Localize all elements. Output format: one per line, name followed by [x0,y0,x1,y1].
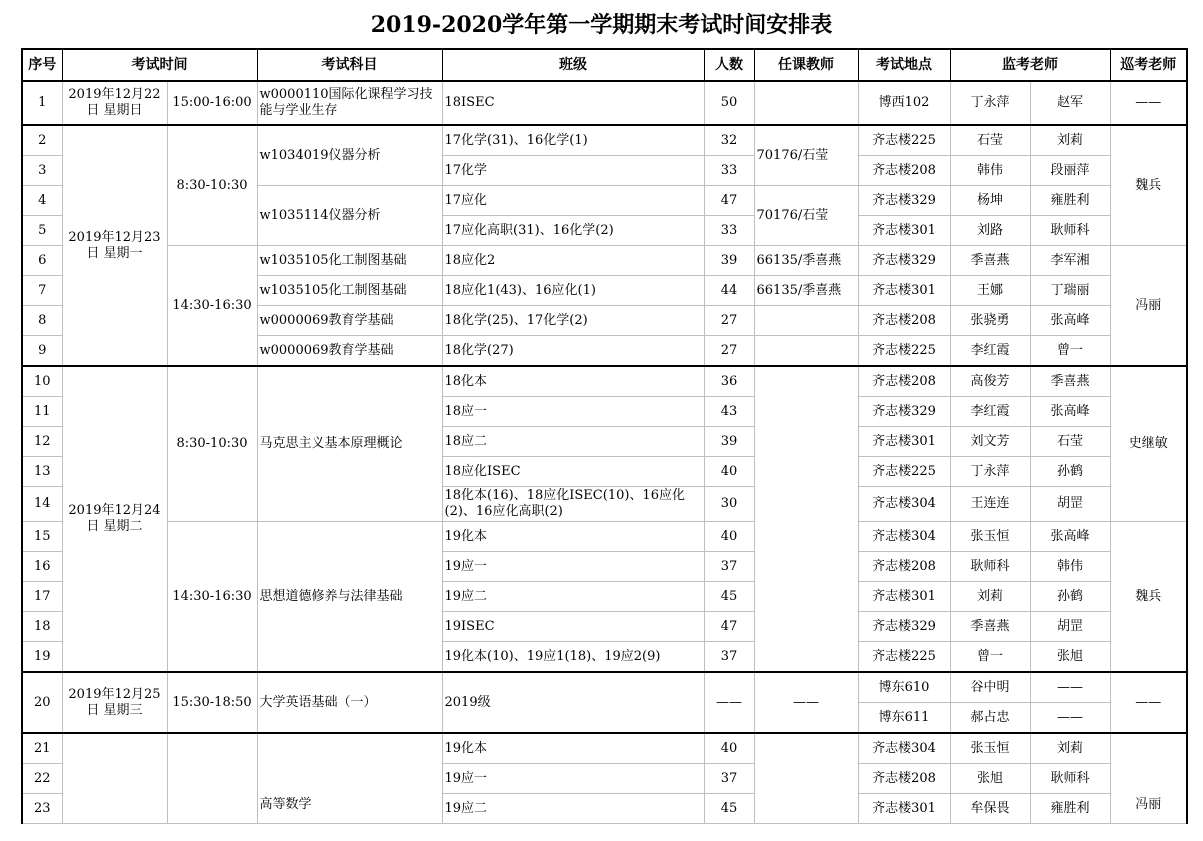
cell-place: 齐志楼208 [858,366,950,397]
cell-count: 33 [704,216,754,246]
cell-count: 45 [704,582,754,612]
cell-subject: w1034019仪器分析 [257,125,442,186]
cell-invigilator-2: 刘莉 [1030,733,1110,764]
cell-invigilator-2: 耿师科 [1030,764,1110,794]
cell-count: 37 [704,642,754,673]
cell-invigilator-1: 杨坤 [950,186,1030,216]
cell-place: 齐志楼301 [858,427,950,457]
cell-subject: w1035114仪器分析 [257,186,442,246]
cell-class: 2019级 [442,672,704,733]
cell-invigilator-1: 张旭 [950,764,1030,794]
cell-invigilator-1: 季喜燕 [950,246,1030,276]
cell-invigilator-1: 王娜 [950,276,1030,306]
cell-no: 16 [22,552,62,582]
cell-no: 15 [22,522,62,552]
cell-count: 39 [704,246,754,276]
cell-count: 36 [704,366,754,397]
cell-place: 齐志楼329 [858,246,950,276]
cell-class: 18化学(25)、17化学(2) [442,306,704,336]
cell-invigilator-2: 张旭 [1030,642,1110,673]
cell-place: 齐志楼301 [858,276,950,306]
cell-count: 47 [704,186,754,216]
cell-teacher [754,81,858,125]
cell-invigilator-2: 段丽萍 [1030,156,1110,186]
header-time: 考试时间 [62,49,257,81]
cell-no: 5 [22,216,62,246]
cell-invigilator-1: 张骁勇 [950,306,1030,336]
cell-invigilator-2: 季喜燕 [1030,366,1110,397]
cell-invigilator-1: 王连连 [950,487,1030,522]
cell-place: 博东611 [858,703,950,734]
cell-subject: 马克思主义基本原理概论 [257,366,442,522]
cell-count: 27 [704,306,754,336]
header-patrol: 巡考老师 [1110,49,1187,81]
cell-no: 4 [22,186,62,216]
cell-invigilator-1: 丁永萍 [950,457,1030,487]
cell-no: 18 [22,612,62,642]
header-teacher: 任课教师 [754,49,858,81]
cell-time: 15:00-16:00 [167,81,257,125]
cell-invigilator-1: 李红霞 [950,397,1030,427]
table-row [22,522,1187,552]
cell-class: 19ISEC [442,612,704,642]
header-row [22,49,1187,81]
exam-schedule-table [21,48,1188,824]
cell-count: 27 [704,336,754,367]
cell-invigilator-1: 李红霞 [950,336,1030,367]
cell-date: 2019年12月25日 星期三 [62,672,167,733]
cell-time [167,733,257,824]
cell-patrol: 魏兵 [1110,522,1187,673]
cell-invigilator-2: 孙鹤 [1030,582,1110,612]
cell-invigilator-2: 赵军 [1030,81,1110,125]
page-title: 2019-2020学年第一学期期末考试时间安排表 [370,12,833,38]
cell-place: 齐志楼225 [858,336,950,367]
cell-date [62,733,167,824]
cell-class: 19应二 [442,582,704,612]
cell-invigilator-2: 韩伟 [1030,552,1110,582]
cell-invigilator-2: 耿师科 [1030,216,1110,246]
cell-place: 博东610 [858,672,950,703]
cell-teacher [754,336,858,367]
cell-invigilator-2: 曾一 [1030,336,1110,367]
cell-place: 齐志楼304 [858,487,950,522]
cell-patrol: —— [1110,672,1187,733]
cell-patrol: 史继敏 [1110,366,1187,522]
cell-time: 14:30-16:30 [167,246,257,367]
cell-place: 齐志楼329 [858,612,950,642]
cell-patrol: 魏兵 [1110,125,1187,246]
cell-invigilator-2: 雍胜利 [1030,794,1110,824]
cell-place: 齐志楼301 [858,216,950,246]
cell-class: 19化本 [442,733,704,764]
cell-class: 18ISEC [442,81,704,125]
cell-invigilator-2: 石莹 [1030,427,1110,457]
cell-class: 17应化高职(31)、16化学(2) [442,216,704,246]
cell-subject: w0000069教育学基础 [257,306,442,336]
cell-invigilator-2: —— [1030,672,1110,703]
cell-teacher: —— [754,672,858,733]
cell-place: 齐志楼225 [858,125,950,156]
cell-invigilator-2: 张高峰 [1030,306,1110,336]
cell-class: 19应一 [442,764,704,794]
cell-class: 18化本 [442,366,704,397]
cell-invigilator-1: 季喜燕 [950,612,1030,642]
cell-class: 18应二 [442,427,704,457]
cell-time: 14:30-16:30 [167,522,257,673]
cell-no: 3 [22,156,62,186]
cell-no: 7 [22,276,62,306]
cell-invigilator-1: 刘文芳 [950,427,1030,457]
cell-count: 44 [704,276,754,306]
cell-class: 19化本(10)、19应1(18)、19应2(9) [442,642,704,673]
cell-no: 8 [22,306,62,336]
cell-no: 10 [22,366,62,397]
cell-place: 齐志楼208 [858,764,950,794]
cell-subject: w0000069教育学基础 [257,336,442,367]
cell-count: 37 [704,764,754,794]
cell-count: 30 [704,487,754,522]
cell-invigilator-2: 张高峰 [1030,522,1110,552]
cell-teacher: 70176/石莹 [754,125,858,186]
cell-date: 2019年12月22日 星期日 [62,81,167,125]
cell-invigilator-1: 谷中明 [950,672,1030,703]
cell-invigilator-1: 韩伟 [950,156,1030,186]
cell-invigilator-1: 郝占忠 [950,703,1030,734]
cell-class: 18应化ISEC [442,457,704,487]
cell-invigilator-1: 高俊芳 [950,366,1030,397]
cell-invigilator-1: 张玉恒 [950,522,1030,552]
cell-invigilator-1: 牟保畏 [950,794,1030,824]
cell-teacher [754,366,858,672]
cell-no: 12 [22,427,62,457]
cell-subject: w1035105化工制图基础 [257,246,442,276]
cell-class: 19化本 [442,522,704,552]
table-row [22,246,1187,276]
cell-count: —— [704,672,754,733]
cell-teacher [754,733,858,824]
cell-invigilator-1: 曾一 [950,642,1030,673]
cell-count: 45 [704,794,754,824]
cell-teacher: 66135/季喜燕 [754,246,858,276]
table-row [22,672,1187,703]
cell-class: 18应化2 [442,246,704,276]
cell-class: 18化学(27) [442,336,704,367]
cell-teacher [754,306,858,336]
header-invigilator: 监考老师 [950,49,1110,81]
cell-time: 8:30-10:30 [167,125,257,246]
cell-invigilator-1: 耿师科 [950,552,1030,582]
cell-no: 21 [22,733,62,764]
cell-place: 齐志楼301 [858,794,950,824]
cell-date: 2019年12月24日 星期二 [62,366,167,672]
cell-no: 17 [22,582,62,612]
cell-class: 18化本(16)、18应化ISEC(10)、16应化(2)、16应化高职(2) [442,487,704,522]
cell-count: 33 [704,156,754,186]
cell-time: 15:30-18:50 [167,672,257,733]
cell-place: 齐志楼225 [858,457,950,487]
cell-place: 博西102 [858,81,950,125]
cell-class: 17化学(31)、16化学(1) [442,125,704,156]
cell-teacher: 70176/石莹 [754,186,858,246]
cell-no: 19 [22,642,62,673]
cell-invigilator-1: 丁永萍 [950,81,1030,125]
cell-class: 18应一 [442,397,704,427]
cell-no: 9 [22,336,62,367]
cell-count: 43 [704,397,754,427]
cell-invigilator-1: 刘路 [950,216,1030,246]
header-subject: 考试科目 [257,49,442,81]
cell-subject: 大学英语基础（一） [257,672,442,733]
cell-no: 11 [22,397,62,427]
cell-place: 齐志楼329 [858,186,950,216]
cell-invigilator-2: 胡罡 [1030,612,1110,642]
cell-count: 32 [704,125,754,156]
cell-patrol: 冯丽 [1110,246,1187,367]
cell-no: 20 [22,672,62,733]
cell-class: 17化学 [442,156,704,186]
header-no: 序号 [22,49,62,81]
cell-patrol: —— [1110,81,1187,125]
cell-place: 齐志楼208 [858,156,950,186]
cell-class: 19应一 [442,552,704,582]
cell-class: 19应二 [442,794,704,824]
header-place: 考试地点 [858,49,950,81]
cell-place: 齐志楼304 [858,522,950,552]
cell-place: 齐志楼208 [858,306,950,336]
cell-no: 6 [22,246,62,276]
cell-invigilator-2: 丁瑞丽 [1030,276,1110,306]
cell-count: 40 [704,457,754,487]
cell-invigilator-2: 孙鹤 [1030,457,1110,487]
cell-subject: 思想道德修养与法律基础 [257,522,442,673]
cell-place: 齐志楼301 [858,582,950,612]
header-count: 人数 [704,49,754,81]
cell-no: 23 [22,794,62,824]
cell-invigilator-2: 胡罡 [1030,487,1110,522]
cell-date: 2019年12月23日 星期一 [62,125,167,366]
cell-place: 齐志楼208 [858,552,950,582]
cell-no: 22 [22,764,62,794]
table-row [22,733,1187,764]
cell-no: 14 [22,487,62,522]
cell-no: 1 [22,81,62,125]
cell-count: 40 [704,522,754,552]
cell-subject: w0000110国际化课程学习技能与学业生存 [257,81,442,125]
cell-count: 47 [704,612,754,642]
table-row [22,81,1187,125]
cell-place: 齐志楼225 [858,642,950,673]
cell-invigilator-2: 雍胜利 [1030,186,1110,216]
header-class: 班级 [442,49,704,81]
cell-subject: 高等数学 [257,733,442,824]
cell-class: 17应化 [442,186,704,216]
cell-invigilator-2: 张高峰 [1030,397,1110,427]
cell-place: 齐志楼329 [858,397,950,427]
cell-count: 37 [704,552,754,582]
cell-invigilator-2: 刘莉 [1030,125,1110,156]
cell-count: 39 [704,427,754,457]
cell-count: 40 [704,733,754,764]
cell-no: 2 [22,125,62,156]
cell-time: 8:30-10:30 [167,366,257,522]
cell-invigilator-1: 刘莉 [950,582,1030,612]
cell-subject: w1035105化工制图基础 [257,276,442,306]
cell-invigilator-2: —— [1030,703,1110,734]
cell-count: 50 [704,81,754,125]
cell-teacher: 66135/季喜燕 [754,276,858,306]
cell-class: 18应化1(43)、16应化(1) [442,276,704,306]
cell-patrol: 冯丽 [1110,733,1187,824]
cell-invigilator-1: 张玉恒 [950,733,1030,764]
table-row [22,366,1187,397]
table-row [22,125,1187,156]
cell-no: 13 [22,457,62,487]
cell-invigilator-1: 石莹 [950,125,1030,156]
cell-place: 齐志楼304 [858,733,950,764]
cell-invigilator-2: 李军湘 [1030,246,1110,276]
